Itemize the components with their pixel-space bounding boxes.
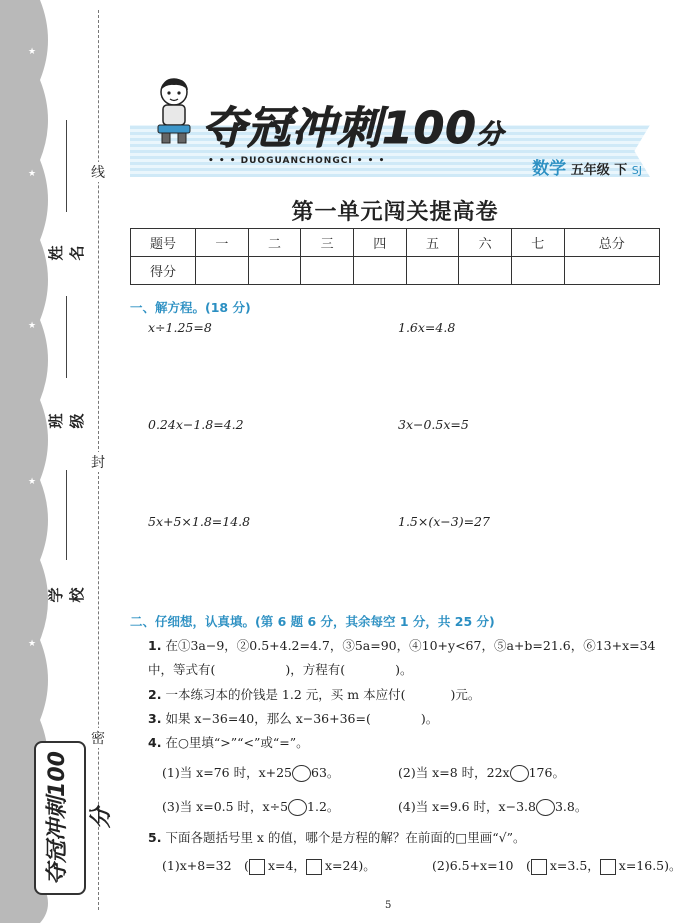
- equation: 0.24x−1.8=4.2: [148, 417, 244, 432]
- check-box[interactable]: [249, 859, 265, 875]
- question-text: 一本练习本的价钱是 1.2 元，买 m 本应付(: [165, 687, 406, 702]
- equation: 1.5×(x−3)=27: [398, 514, 490, 529]
- cut-char-xian: 线: [90, 162, 106, 182]
- question-number: 4.: [148, 735, 162, 750]
- score-input-cell[interactable]: [406, 257, 459, 285]
- check-box[interactable]: [600, 859, 616, 875]
- question-3: [148, 709, 438, 727]
- section1-heading: 一、解方程。(18 分): [130, 300, 251, 315]
- brand-title-suffix: 分: [476, 120, 504, 150]
- table-cell: 三: [301, 229, 354, 257]
- question-number: 5.: [148, 830, 162, 845]
- compare-circle[interactable]: [292, 765, 311, 782]
- score-input-cell[interactable]: [564, 257, 659, 285]
- name-label: 姓名: [47, 245, 86, 261]
- question-text: (2)6.5+x=10 (: [432, 858, 531, 873]
- star-icon: ★: [28, 169, 37, 179]
- question-4-1: [162, 763, 339, 782]
- brand-pinyin: • • • DUOGUANCHONGCI • • •: [208, 156, 386, 166]
- grade-info: [532, 154, 642, 179]
- question-text: (2)当 x=8 时，22x: [398, 765, 510, 780]
- score-input-cell[interactable]: [353, 257, 406, 285]
- grade: 五年级 下: [570, 163, 628, 178]
- compare-circle[interactable]: [536, 799, 555, 816]
- question-number: 1.: [148, 638, 162, 653]
- cut-char-mi: 密: [90, 728, 106, 748]
- name-underline: [66, 120, 67, 212]
- brand-title-main: 夺冠冲刺100: [202, 103, 477, 154]
- score-table: [130, 228, 660, 285]
- page-number: 5: [385, 900, 392, 911]
- question-4-4: [398, 797, 587, 816]
- question-text: )元。: [450, 687, 481, 702]
- question-5-2: [432, 856, 682, 875]
- question-2: [148, 685, 480, 703]
- check-box[interactable]: [306, 859, 322, 875]
- question-text: )。: [420, 711, 439, 726]
- question-text: 在○里填“>”“<”或“=”。: [165, 735, 309, 750]
- table-cell: 四: [353, 229, 406, 257]
- question-1-cont: [148, 660, 413, 678]
- table-cell: 五: [406, 229, 459, 257]
- question-number: 3.: [148, 711, 162, 726]
- star-icon: ★: [28, 321, 37, 331]
- question-text: (3)当 x=0.5 时，x÷5: [162, 799, 289, 814]
- star-icon: ★: [28, 639, 37, 649]
- header: [130, 70, 650, 182]
- question-text: 如果 x−36=40，那么 x−36+36=(: [165, 711, 371, 726]
- score-input-cell[interactable]: [301, 257, 354, 285]
- table-cell: 六: [459, 229, 512, 257]
- check-box[interactable]: [531, 859, 547, 875]
- subject: 数学: [532, 159, 567, 179]
- paper-title: 第一单元闯关提高卷: [291, 200, 499, 225]
- question-text: x=24)。: [324, 858, 376, 873]
- question-text: (4)当 x=9.6 时，x−3.8: [398, 799, 536, 814]
- question-text: 3.8。: [554, 799, 588, 814]
- question-text: (1)当 x=76 时，x+25: [162, 765, 293, 780]
- question-text: x=4，: [267, 858, 306, 873]
- table-cell: 一: [196, 229, 249, 257]
- question-1: [148, 636, 656, 654]
- cut-char-feng: 封: [90, 452, 106, 472]
- question-text: )。: [395, 662, 413, 677]
- side-logo-text: 夺冠冲刺100分: [34, 741, 86, 895]
- question-text: 中，等式有(: [148, 662, 216, 677]
- score-input-cell[interactable]: [248, 257, 301, 285]
- equation: 3x−0.5x=5: [398, 417, 469, 432]
- question-text: 63。: [311, 765, 340, 780]
- question-4-2: [398, 763, 565, 782]
- table-cell: 七: [511, 229, 564, 257]
- compare-circle[interactable]: [510, 765, 529, 782]
- brand-title: [202, 92, 504, 156]
- score-input-cell[interactable]: [511, 257, 564, 285]
- table-row: [131, 229, 660, 257]
- class-underline: [66, 296, 67, 378]
- question-text: x=3.5，: [549, 858, 600, 873]
- question-5: [148, 828, 526, 846]
- question-text: 1.2。: [307, 799, 340, 814]
- score-input-cell[interactable]: [459, 257, 512, 285]
- question-4: [148, 733, 309, 751]
- section2-heading: 二、仔细想，认真填。(第 6 题 6 分，其余每空 1 分，共 25 分): [130, 614, 495, 629]
- table-cell: 得分: [131, 257, 196, 285]
- school-label: 学校: [47, 587, 86, 603]
- table-cell: 二: [248, 229, 301, 257]
- question-4-3: [162, 797, 339, 816]
- star-icon: ★: [28, 47, 37, 57]
- table-cell: 题号: [131, 229, 196, 257]
- question-number: 2.: [148, 687, 162, 702]
- question-text: 下面各题括号里 x 的值，哪个是方程的解？在前面的□里画“√”。: [165, 830, 526, 845]
- publisher: SJ: [631, 164, 642, 177]
- equation: 5x+5×1.8=14.8: [148, 514, 251, 529]
- question-text: (1)x+8=32 (: [162, 858, 249, 873]
- table-cell: 总分: [564, 229, 659, 257]
- question-5-1: [162, 856, 376, 875]
- class-label: 班级: [47, 413, 86, 429]
- question-text: 在①3a−9，②0.5+4.2=4.7，③5a=90，④10+y<67，⑤a+b=21.6，⑥13+x=34: [165, 638, 656, 653]
- compare-circle[interactable]: [288, 799, 307, 816]
- star-icon: ★: [28, 477, 37, 487]
- table-row: [131, 257, 660, 285]
- side-logo: [30, 745, 114, 895]
- question-text: )，方程有(: [285, 662, 346, 677]
- question-text: x=16.5)。: [618, 858, 682, 873]
- equation: 1.6x=4.8: [398, 320, 456, 335]
- equation: x÷1.25=8: [148, 320, 212, 335]
- boy-mascot-icon: [148, 76, 200, 146]
- question-text: 176。: [528, 765, 565, 780]
- school-underline: [66, 470, 67, 560]
- score-input-cell[interactable]: [196, 257, 249, 285]
